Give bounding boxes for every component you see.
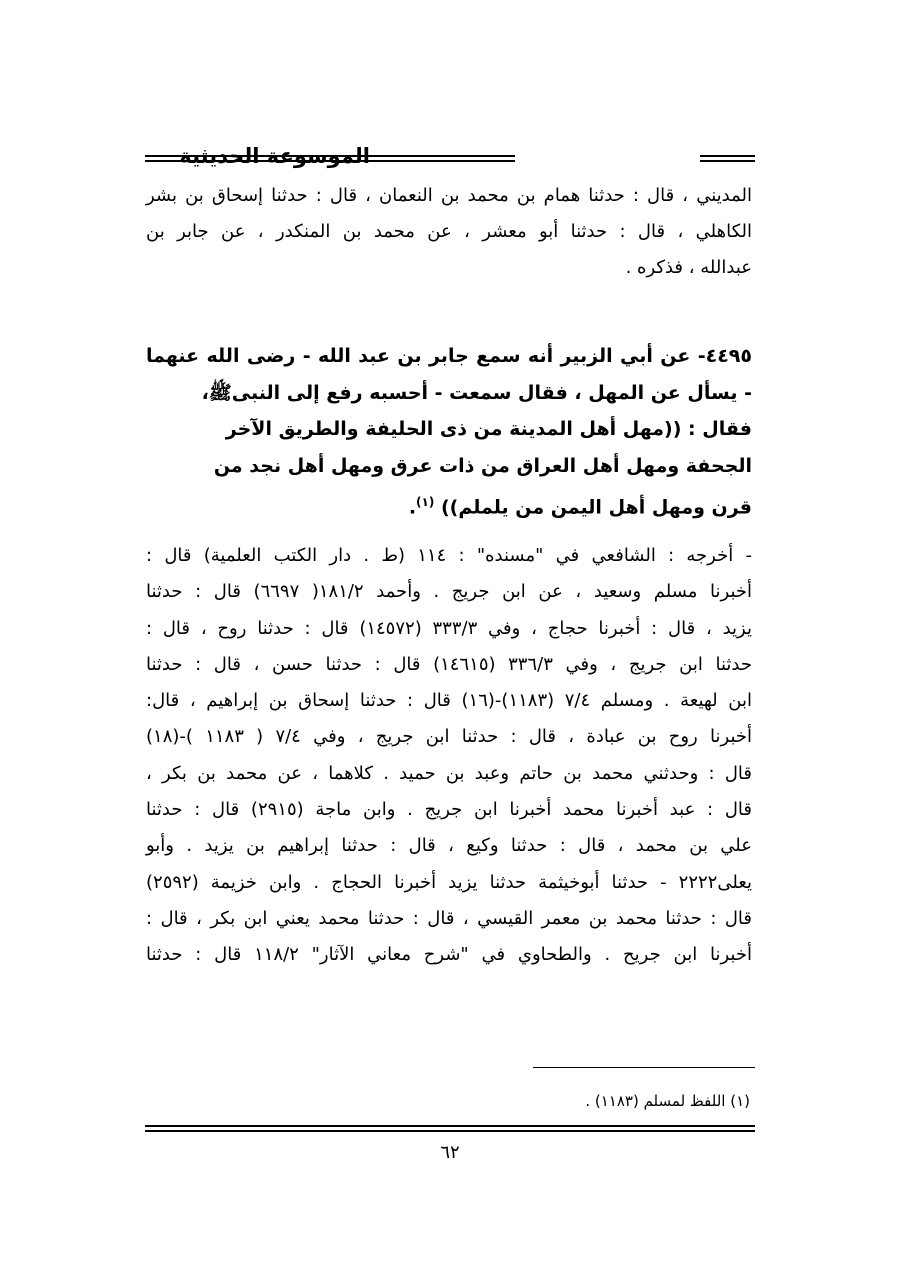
text-line: قال : عبد أخبرنا محمد أخبرنا ابن جريج . وابن ماجة (٢٩١٥) قال : حدثنا: [146, 799, 752, 821]
intro-paragraph: [146, 178, 752, 286]
footer-rule: [145, 1125, 755, 1133]
text-line: يزيد ، قال : أخبرنا حجاج ، وفي ٣٣٣/٣ (١٤٥٧٢) قال : حدثنا روح ، قال :: [146, 617, 752, 639]
footnote: (١) اللفظ لمسلم (١١٨٣) .: [585, 1092, 750, 1110]
running-header: [145, 140, 755, 174]
text-line: المديني ، قال : حدثنا همام بن محمد بن النعمان ، قال : حدثنا إسحاق بن بشر: [146, 185, 752, 206]
text-line: ابن لهيعة . ومسلم ٧/٤ (١١٨٣)-(١٦) قال : حدثنا إسحاق بن إبراهيم ، قال:: [146, 690, 752, 712]
text-line: عبدالله ، فذكره .: [625, 257, 752, 278]
text-line: الكاهلي ، قال : حدثنا أبو معشر ، عن محمد بن المنكدر ، عن جابر بن: [146, 221, 752, 242]
text-line: أخبرنا مسلم وسعيد ، عن ابن جريج . وأحمد ١٨١/٢( ٦٦٩٧) قال : حدثنا: [146, 581, 752, 603]
takhrij-paragraph: [146, 538, 752, 974]
hadith-text: [146, 338, 752, 526]
hadith-line: قرن ومهل أهل اليمن من يلملم)): [440, 496, 752, 519]
page-number: ٦٢: [440, 1142, 460, 1163]
text-line: علي بن محمد ، قال : حدثنا وكيع ، قال : حدثنا إبراهيم بن يزيد . وأبو: [146, 835, 752, 857]
footnote-reference: (١): [416, 495, 435, 509]
header-title: الموسوعة الحديثية: [179, 144, 370, 168]
text-line: أخبرنا ابن جريح . والطحاوي في "شرح معاني الآثار" ١١٨/٢ قال : حدثنا: [146, 944, 752, 966]
hadith-line: فقال : ((مهل أهل المدينة من ذى الحليفة والطريق الآخر: [225, 418, 752, 440]
text-line: - أخرجه : الشافعي في "مسنده" : ١١٤ (ط . دار الكتب العلمية) قال :: [146, 545, 752, 566]
hadith-line: - يسأل عن المهل ، فقال سمعت - أحسبه رفع إلى النبىﷺ،: [201, 381, 752, 404]
hadith-line: الجحفة ومهل أهل العراق من ذات عرق ومهل أهل نجد من: [213, 454, 752, 477]
text-line: أخبرنا روح بن عبادة ، قال : حدثنا ابن جريج ، وفي ٧/٤ ( ١١٨٣ )-(١٨): [146, 726, 753, 748]
text-line: حدثنا ابن جريج ، وفي ٣٣٦/٣ (١٤٦١٥) قال : حدثنا حسن ، قال : حدثنا: [146, 653, 752, 675]
hadith-last-line: [272, 484, 752, 526]
text-line: يعلى٢٢٢٢ - حدثنا أبوخيثمة حدثنا يزيد أخبرنا الحجاج . وابن خزيمة (٢٥٩٢): [146, 871, 752, 893]
footnote-separator: [533, 1067, 755, 1068]
hadith-number-line: ٤٤٩٥- عن أبي الزبير أنه سمع جابر بن عبد الله - رضى الله عنهما: [146, 345, 752, 367]
hadith-line-end: .: [408, 496, 417, 519]
text-line: قال : حدثنا محمد بن معمر القيسي ، قال : حدثنا محمد يعني ابن بكر ، قال :: [146, 907, 752, 929]
text-line: قال : وحدثني محمد بن حاتم وعبد بن حميد . كلاهما ، عن محمد بن بكر ،: [146, 762, 752, 784]
